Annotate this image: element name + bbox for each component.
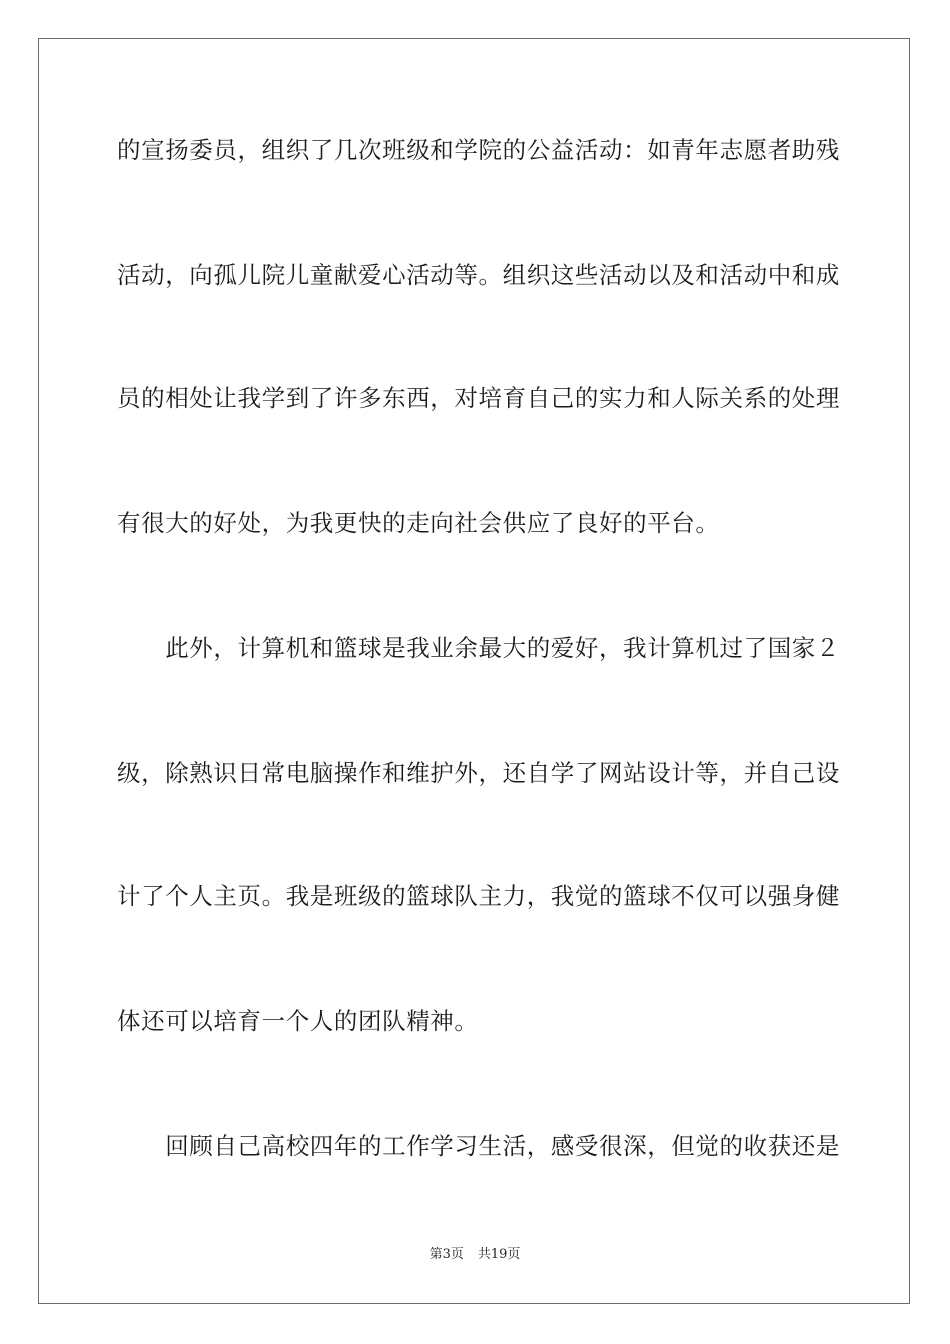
page-footer <box>0 1247 950 1263</box>
body-text-line: 计了个人主页。我是班级的篮球队主力，我觉的篮球不仅可以强身健 <box>117 882 840 910</box>
body-text-line: 的宣扬委员，组织了几次班级和学院的公益活动：如青年志愿者助残 <box>117 136 840 164</box>
total-pages: 共19页 <box>477 1247 521 1262</box>
body-text-line: 回顾自己高校四年的工作学习生活，感受很深，但觉的收获还是 <box>117 1132 840 1160</box>
body-text-line: 有很大的好处，为我更快的走向社会供应了良好的平台。 <box>117 509 720 537</box>
page-number: 第3页 <box>429 1247 464 1262</box>
page-border <box>38 38 910 1304</box>
body-text-line: 员的相处让我学到了许多东西，对培育自己的实力和人际关系的处理 <box>117 384 840 412</box>
body-text-line: 体还可以培育一个人的团队精神。 <box>117 1007 479 1035</box>
body-text-line: 活动，向孤儿院儿童献爱心活动等。组织这些活动以及和活动中和成 <box>117 261 840 289</box>
body-text-line: 级，除熟识日常电脑操作和维护外，还自学了网站设计等，并自己设 <box>117 759 840 787</box>
body-text-line: 此外，计算机和篮球是我业余最大的爱好，我计算机过了国家２ <box>117 634 840 662</box>
